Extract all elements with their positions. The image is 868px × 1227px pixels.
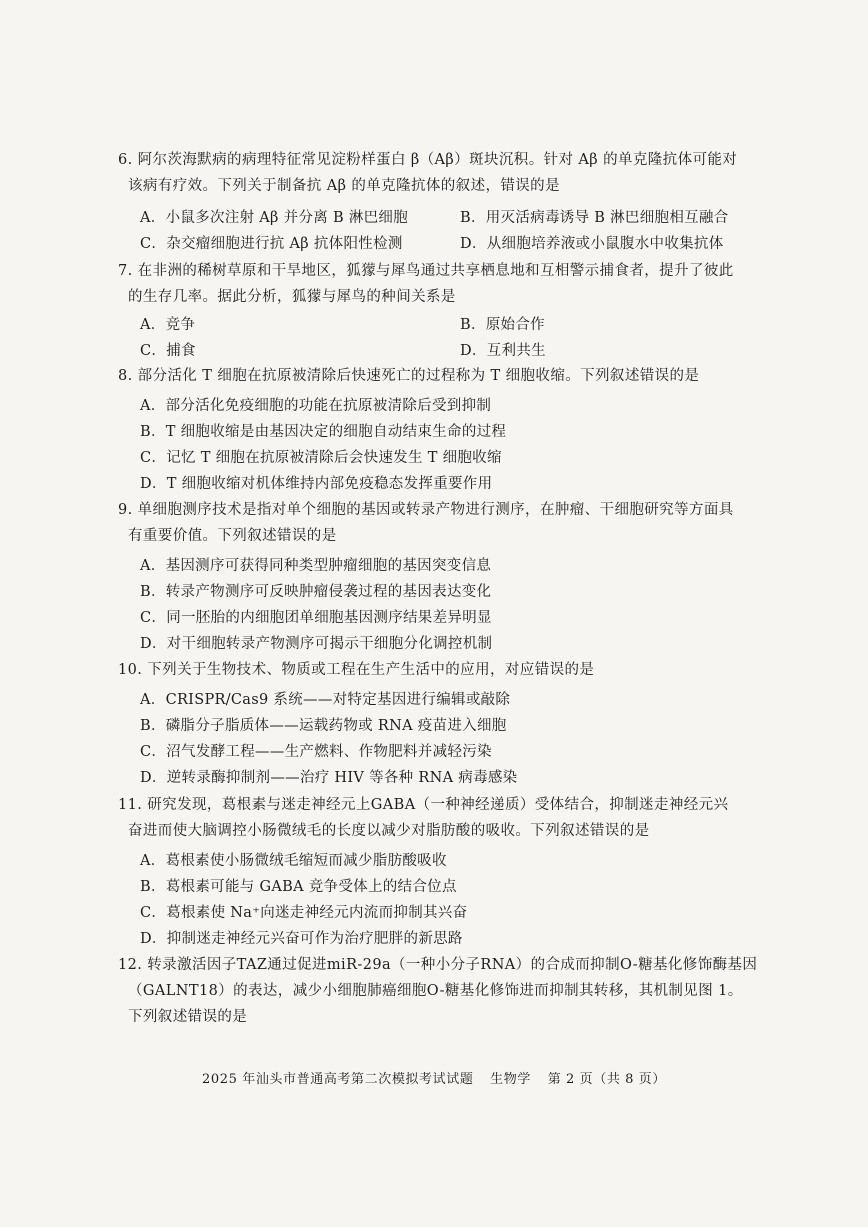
question-stem bbox=[118, 952, 758, 1030]
option-c: C．捕食 bbox=[140, 343, 196, 359]
question-number: 10. bbox=[118, 662, 143, 678]
options bbox=[118, 205, 758, 257]
option-b: B．原始合作 bbox=[460, 317, 545, 333]
options bbox=[118, 848, 758, 952]
stem-line: 该病有疗效。下列关于制备抗 Aβ 的单克隆抗体的叙述，错误的是 bbox=[128, 178, 560, 194]
question-stem bbox=[118, 497, 758, 549]
question-number: 12. bbox=[118, 957, 143, 973]
option-a: A．部分活化免疫细胞的功能在抗原被清除后受到抑制 bbox=[140, 398, 492, 414]
page-footer bbox=[0, 1068, 868, 1087]
option-c: C．沼气发酵工程——生产燃料、作物肥料并减轻污染 bbox=[140, 744, 492, 760]
question-number: 7. bbox=[118, 263, 133, 279]
question-stem bbox=[118, 363, 758, 389]
question-stem bbox=[118, 258, 758, 310]
option-d: D．互利共生 bbox=[460, 343, 546, 359]
options bbox=[118, 687, 758, 791]
stem-line: 下列叙述错误的是 bbox=[128, 1009, 248, 1025]
stem-line: 有重要价值。下列叙述错误的是 bbox=[128, 528, 337, 544]
option-b: B．用灭活病毒诱导 B 淋巴细胞相互融合 bbox=[460, 210, 729, 226]
question-12 bbox=[118, 952, 758, 1030]
option-b: B．转录产物测序可反映肿瘤侵袭过程的基因表达变化 bbox=[140, 584, 492, 600]
option-d: D．逆转录酶抑制剂——治疗 HIV 等各种 RNA 病毒感染 bbox=[140, 770, 518, 786]
option-b: B．葛根素可能与 GABA 竞争受体上的结合位点 bbox=[140, 879, 457, 895]
stem-line: 转录激活因子TAZ通过促进miR-29a（一种小分子RNA）的合成而抑制O-糖基化修饰酶基因 bbox=[147, 957, 758, 973]
stem-line: 部分活化 T 细胞在抗原被清除后快速死亡的过程称为 T 细胞收缩。下列叙述错误的是 bbox=[137, 368, 700, 384]
options bbox=[118, 393, 758, 497]
option-a: A．葛根素使小肠微绒毛缩短而减少脂肪酸吸收 bbox=[140, 853, 447, 869]
option-a: A．CRISPR/Cas9 系统——对特定基因进行编辑或敲除 bbox=[140, 692, 511, 708]
option-c: C．同一胚胎的内细胞团单细胞基因测序结果差异明显 bbox=[140, 610, 492, 626]
question-number: 8. bbox=[118, 368, 133, 384]
option-b: B．T 细胞收缩是由基因决定的细胞自动结束生命的过程 bbox=[140, 424, 507, 440]
options bbox=[118, 312, 758, 364]
options bbox=[118, 553, 758, 657]
question-stem bbox=[118, 147, 758, 199]
option-d: D．抑制迷走神经元兴奋可作为治疗肥胖的新思路 bbox=[140, 931, 463, 947]
option-a: A．基因测序可获得同种类型肿瘤细胞的基因突变信息 bbox=[140, 558, 492, 574]
question-number: 9. bbox=[118, 502, 133, 518]
option-c: C．杂交瘤细胞进行抗 Aβ 抗体阳性检测 bbox=[140, 236, 403, 252]
stem-line: 阿尔茨海默病的病理特征常见淀粉样蛋白 β（Aβ）斑块沉积。针对 Aβ 的单克隆抗体可能对 bbox=[137, 152, 738, 168]
option-a: A．小鼠多次注射 Aβ 并分离 B 淋巴细胞 bbox=[140, 210, 409, 226]
page-indicator: 第 2 页（共 8 页） bbox=[547, 1072, 666, 1087]
question-stem bbox=[118, 792, 758, 844]
question-6 bbox=[118, 147, 758, 257]
stem-line: （GALNT18）的表达，减少小细胞肺癌细胞O-糖基化修饰进而抑制其转移，其机制见图 1。 bbox=[128, 983, 743, 999]
stem-line: 下列关于生物技术、物质或工程在生产生活中的应用，对应错误的是 bbox=[147, 662, 595, 678]
option-b: B．磷脂分子脂质体——运载药物或 RNA 疫苗进入细胞 bbox=[140, 718, 507, 734]
option-d: D．从细胞培养液或小鼠腹水中收集抗体 bbox=[460, 236, 724, 252]
question-7 bbox=[118, 258, 758, 364]
question-10 bbox=[118, 657, 758, 791]
stem-line: 单细胞测序技术是指对单个细胞的基因或转录产物进行测序，在肿瘤、干细胞研究等方面具 bbox=[137, 502, 734, 518]
subject-name: 生物学 bbox=[490, 1072, 531, 1087]
question-stem bbox=[118, 657, 758, 683]
option-c: C．葛根素使 Na⁺向迷走神经元内流而抑制其兴奋 bbox=[140, 905, 468, 921]
option-c: C．记忆 T 细胞在抗原被清除后会快速发生 T 细胞收缩 bbox=[140, 450, 502, 466]
exam-title: 2025 年汕头市普通高考第二次模拟考试试题 bbox=[202, 1072, 474, 1087]
stem-line: 的生存几率。据此分析，狐獴与犀鸟的种间关系是 bbox=[128, 289, 456, 305]
option-a: A．竞争 bbox=[140, 317, 196, 333]
stem-line: 研究发现，葛根素与迷走神经元上GABA（一种神经递质）受体结合，抑制迷走神经元兴 bbox=[147, 797, 729, 813]
question-number: 11. bbox=[118, 797, 143, 813]
question-number: 6. bbox=[118, 152, 133, 168]
option-d: D．T 细胞收缩对机体维持内部免疫稳态发挥重要作用 bbox=[140, 476, 493, 492]
question-9 bbox=[118, 497, 758, 657]
question-11 bbox=[118, 792, 758, 952]
stem-line: 奋进而使大脑调控小肠微绒毛的长度以减少对脂肪酸的吸收。下列叙述错误的是 bbox=[128, 823, 650, 839]
question-8 bbox=[118, 363, 758, 497]
stem-line: 在非洲的稀树草原和干旱地区，狐獴与犀鸟通过共享栖息地和互相警示捕食者，提升了彼此 bbox=[137, 263, 734, 279]
option-d: D．对干细胞转录产物测序可揭示干细胞分化调控机制 bbox=[140, 636, 493, 652]
